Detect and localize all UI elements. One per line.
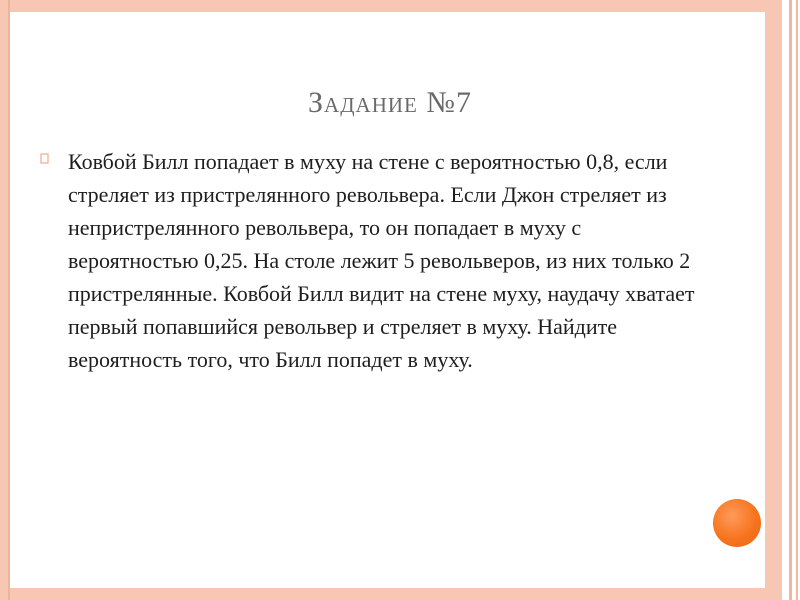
top-border-decoration <box>10 0 765 12</box>
problem-text: Ковбой Билл попадает в муху на стене с вероятностью 0,8, если стреляет из пристрелянного револьвера. Если Джон стреляет из непристрелянного револьвера, то он попадает в муху с вероятностью 0,25. На столе лежит 5 револьверов, из них только 2 пристрелянные. Ковбой Билл видит на стене муху, наудачу хватает первый попавшийся револьвер и стреляет в муху. Найдите вероятность того, что Билл попадет в муху. <box>68 149 695 372</box>
orange-circle-decoration <box>713 499 761 547</box>
bullet-icon <box>40 145 68 169</box>
bottom-border-decoration <box>10 588 765 600</box>
bullet-item <box>40 145 700 376</box>
slide-body <box>40 145 700 376</box>
right-border-line-outer <box>796 0 798 600</box>
right-border-line <box>789 0 792 600</box>
slide-title: Задание №7 <box>308 86 472 119</box>
